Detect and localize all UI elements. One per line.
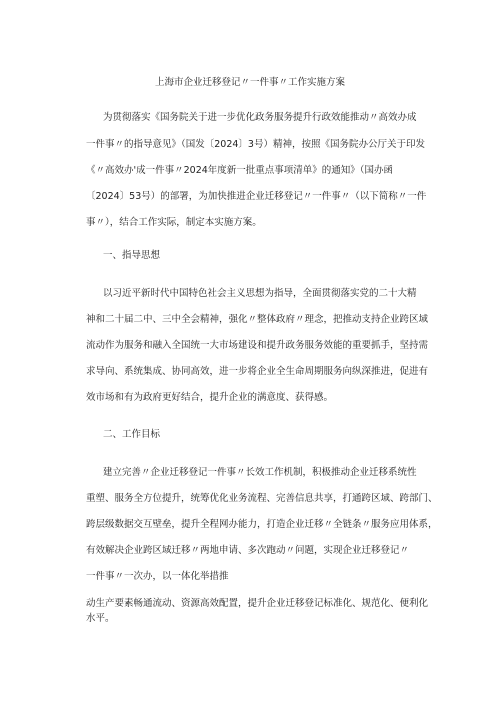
document-title: 上海市企业迁移登记〃一件事〃工作实施方案 [154, 77, 345, 88]
intro-line-1: 为贯彻落实《国务院关于进一步优化政务服务提升行政效能推动〃高效办成 [103, 112, 417, 123]
section-1-heading: 一、指导思想 [103, 250, 161, 261]
section-2-line-1: 建立完善〃企业迁移登记一件事〃长效工作机制，积极推动企业迁移系统性 [103, 467, 417, 478]
intro-line-2: 一件事〃的指导意见》（国发〔2024〕3号）精神，按照《国务院办公厅关于印发 [86, 139, 425, 150]
section-1-line-2: 神和二十届二中、三中全会精神，强化〃整体政府〃理念，把推动支持企业跨区域 [86, 314, 429, 325]
section-1-line-5: 效市场和有为政府更好结合，提升企业的满意度、获得感。 [86, 392, 334, 403]
section-2-heading: 二、工作目标 [103, 429, 161, 440]
intro-line-4: 〔2024〕53号）的部署，为加快推进企业迁移登记〃一件事〃（以下简称〃一件 [86, 191, 427, 202]
section-2-line-7: 水平。 [86, 613, 115, 624]
section-1-line-4: 求导向、系统集成、协同高效，进一步将企业全生命周期服务向纵深推进，促进有 [86, 366, 429, 377]
section-2-line-6: 动生产要素畅通流动、资源高效配置，提升企业迁移登记标准化、规范化、便利化 [86, 598, 429, 609]
section-2-line-3: 跨层级数据交互壁垒，提升全程网办能力，打造企业迁移〃全链条〃服务应用体系， [86, 519, 438, 530]
section-2-line-5: 一件事〃一次办，以一体化举措推 [86, 571, 229, 582]
section-1-line-3: 流动作为服务和融入全国统一大市场建设和提升政务服务效能的重要抓手，坚持需 [86, 340, 429, 351]
section-2-line-4: 有效解决企业跨区域迁移〃两地申请、多次跑动〃问题，实现企业迁移登记〃 [86, 545, 410, 556]
intro-line-5: 事〃），结合工作实际，制定本实施方案。 [86, 217, 262, 228]
section-1-line-1: 以习近平新时代中国特色社会主义思想为指导，全面贯彻落实党的二十大精 [103, 288, 417, 299]
intro-line-3: 《〃高效办'成一件事〃2024年度新一批重点事项清单》的通知》（国办函 [86, 165, 394, 176]
section-2-line-2: 重塑、服务全方位提升，统筹优化业务流程、完善信息共享，打通跨区域、跨部门、 [86, 493, 438, 504]
